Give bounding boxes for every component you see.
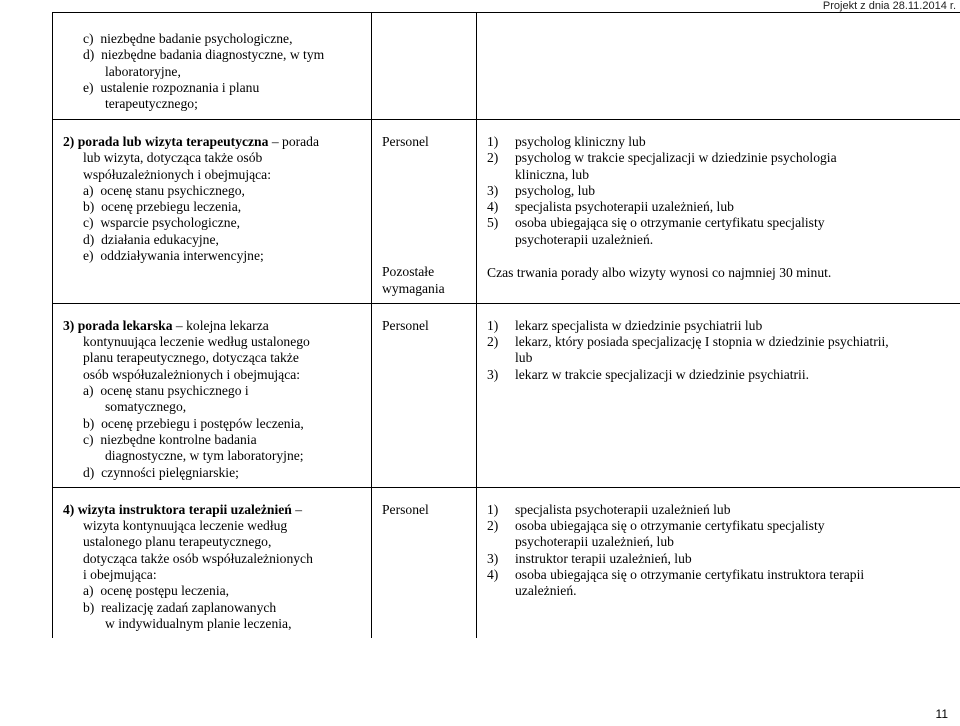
service-title: porada lekarska xyxy=(77,317,173,333)
service-description: lub wizyta, dotycząca także osób xyxy=(83,150,263,166)
list-item: d) działania edukacyjne, xyxy=(83,231,219,247)
list-item: e) oddziaływania interwencyjne; xyxy=(83,248,264,264)
service-cell xyxy=(53,120,372,304)
service-description: osób współuzależnionych i obejmująca: xyxy=(83,366,301,382)
list-item: c) niezbędne badanie psychologiczne, xyxy=(83,31,293,46)
service-number: 4) xyxy=(63,501,75,517)
list-item: d) czynności pielęgniarskie; xyxy=(83,464,239,480)
service-description: i obejmująca: xyxy=(83,567,157,583)
list-item-cont: w indywidualnym planie leczenia, xyxy=(105,615,292,631)
label-cell xyxy=(372,303,477,487)
list-item: a) ocenę stanu psychicznego i xyxy=(83,383,249,399)
requirements-cell xyxy=(477,303,960,487)
other-requirements: Czas trwania porady albo wizyty wynosi co najmniej 30 minut. xyxy=(487,265,832,281)
personnel-item: 2) psycholog w trakcie specjalizacji w dziedzinie psychologia xyxy=(487,150,837,166)
list-item: a) ocenę stanu psychicznego, xyxy=(83,182,245,198)
service-number: 3) xyxy=(63,317,75,333)
personnel-item-cont: uzależnień. xyxy=(515,583,577,599)
personnel-item: 5) osoba ubiegająca się o otrzymanie certyfikatu specjalisty xyxy=(487,215,825,231)
service-title-rest: – kolejna lekarza xyxy=(172,317,269,333)
label-cell xyxy=(372,120,477,304)
list-item: c) niezbędne kontrolne badania xyxy=(83,431,257,447)
personnel-label: Personel xyxy=(382,501,429,517)
personnel-item: 2) osoba ubiegająca się o otrzymanie certyfikatu specjalisty xyxy=(487,518,825,534)
table-row xyxy=(53,120,960,304)
personnel-item: 3) lekarz w trakcie specjalizacji w dziedzinie psychiatrii. xyxy=(487,366,810,382)
list-item: a) ocenę postępu leczenia, xyxy=(83,583,230,599)
services-table xyxy=(52,12,960,638)
list-item: terapeutycznego; xyxy=(105,96,198,112)
service-description: ustalonego planu terapeutycznego, xyxy=(83,534,272,550)
list-item: e) ustalenie rozpoznania i planu xyxy=(83,79,260,95)
service-cell xyxy=(53,13,372,120)
personnel-item: 4) specjalista psychoterapii uzależnień, lub xyxy=(487,199,734,215)
personnel-label: Personel xyxy=(382,317,429,333)
service-cell xyxy=(53,487,372,638)
list-item: b) ocenę przebiegu i postępów leczenia, xyxy=(83,415,304,431)
service-description: dotycząca także osób współuzależnionych xyxy=(83,550,313,566)
service-number: 2) xyxy=(63,134,75,149)
personnel-item: 1) psycholog kliniczny lub xyxy=(487,134,646,149)
list-item: c) wsparcie psychologiczne, xyxy=(83,215,241,231)
personnel-item: 2) lekarz, który posiada specjalizację I stopnia w dziedzinie psychiatrii, xyxy=(487,334,889,350)
other-requirements-label: wymagania xyxy=(382,280,445,296)
service-description: wizyta kontynuująca leczenie według xyxy=(83,518,288,534)
table-row xyxy=(53,13,960,120)
requirements-cell xyxy=(477,13,960,120)
label-cell xyxy=(372,13,477,120)
personnel-item: 3) psycholog, lub xyxy=(487,182,596,198)
personnel-item: 4) osoba ubiegająca się o otrzymanie certyfikatu instruktora terapii xyxy=(487,567,865,583)
list-item: b) realizację zadań zaplanowanych xyxy=(83,599,277,615)
service-description: kontynuująca leczenie według ustalonego xyxy=(83,334,310,350)
personnel-item-cont: psychoterapii uzależnień, lub xyxy=(515,534,674,550)
requirements-cell xyxy=(477,487,960,638)
service-description: planu terapeutycznego, dotycząca także xyxy=(83,350,299,366)
service-title: wizyta instruktora terapii uzależnień xyxy=(77,501,292,517)
service-title: porada lub wizyta terapeutyczna xyxy=(77,134,269,149)
label-cell xyxy=(372,487,477,638)
service-description: współuzależnionych i obejmująca: xyxy=(83,166,271,182)
page-number: 11 xyxy=(935,707,948,721)
personnel-item-cont: kliniczna, lub xyxy=(515,166,589,182)
personnel-item-cont: psychoterapii uzależnień. xyxy=(515,231,654,247)
list-item: b) ocenę przebiegu leczenia, xyxy=(83,199,242,215)
personnel-item-cont: lub xyxy=(515,350,533,366)
table-row xyxy=(53,487,960,638)
list-item-cont: somatycznego, xyxy=(105,399,187,415)
service-title-rest: – xyxy=(291,501,303,517)
table-row xyxy=(53,303,960,487)
other-requirements-label: Pozostałe xyxy=(382,264,435,280)
list-item: d) niezbędne badania diagnostyczne, w tym xyxy=(83,47,325,63)
personnel-label: Personel xyxy=(382,134,429,149)
list-item-cont: diagnostyczne, w tym laboratoryjne; xyxy=(105,448,304,464)
list-item: laboratoryjne, xyxy=(105,63,181,79)
personnel-item: 1) lekarz specjalista w dziedzinie psychiatrii lub xyxy=(487,317,763,333)
header-note: Projekt z dnia 28.11.2014 r. xyxy=(822,0,956,12)
personnel-item: 1) specjalista psychoterapii uzależnień lub xyxy=(487,501,731,517)
personnel-item: 3) instruktor terapii uzależnień, lub xyxy=(487,550,692,566)
service-cell xyxy=(53,303,372,487)
service-title-rest: – porada xyxy=(268,134,320,149)
requirements-cell xyxy=(477,120,960,304)
